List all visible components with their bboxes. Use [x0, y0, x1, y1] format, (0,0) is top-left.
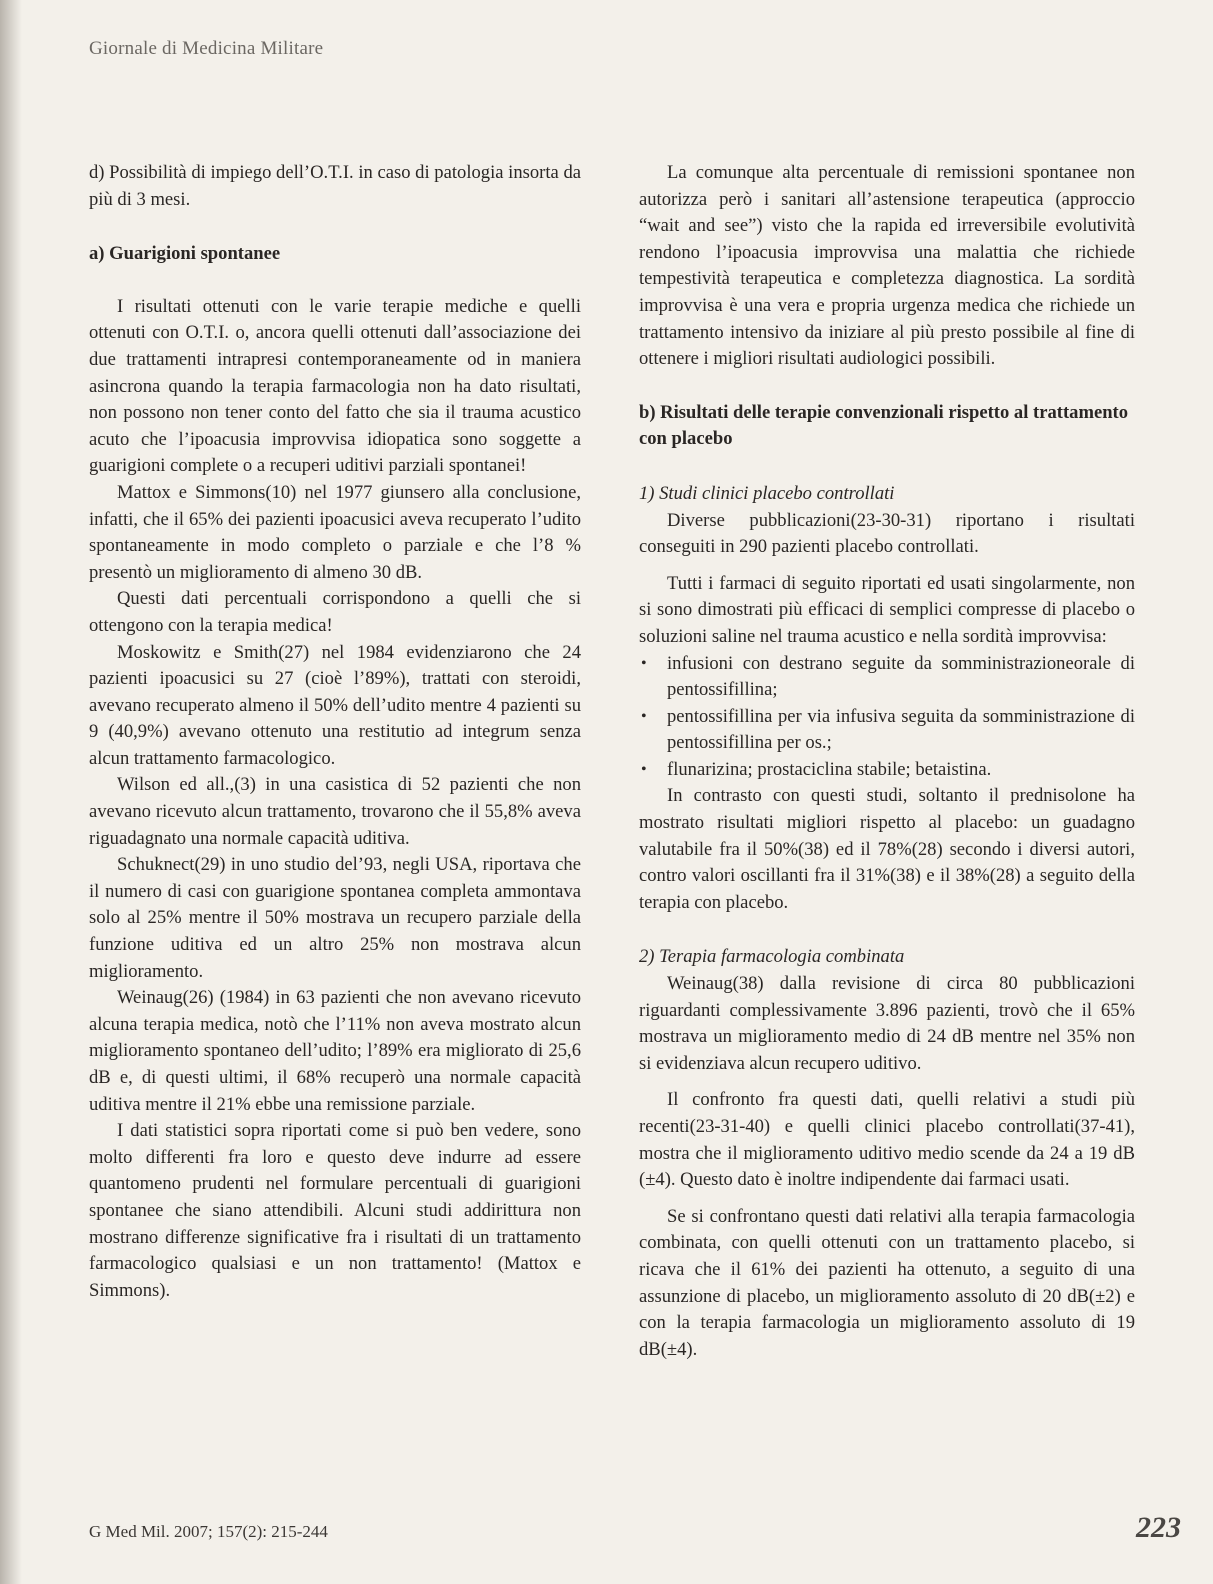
list-item: • flunarizina; prostaciclina stabile; betaistina. [639, 757, 1135, 784]
section-heading-a: a) Guarigioni spontanee [89, 243, 281, 265]
bullet-icon: • [641, 707, 647, 725]
section-heading-b: b) Risultati delle terapie convenzionali rispetto al trattamento con placebo [639, 401, 1129, 450]
list-item-d: d) Possibilità di impiego dell’O.T.I. in caso di patologia insorta da più di 3 mesi. [89, 162, 581, 210]
paragraph: Tutti i farmaci di seguito riportati ed usati singolarmente, non si sono dimostrati più efficaci di semplici compresse di placebo o soluzioni saline nel trauma acustico e nella sordità improvvisa: [639, 572, 1135, 647]
citation-footer: G Med Mil. 2007; 157(2): 215-244 [89, 1522, 328, 1541]
paragraph: Schuknect(29) in uno studio del’93, negli USA, riportava che il numero di casi con guarigione spontanea completa ammontava solo al 25% mentre il 50% mostrava un recupero parziale della funzione uditiva ed un altro 25% non mostrava alcun miglioramento. [89, 854, 581, 982]
bullet-icon: • [641, 760, 647, 778]
page-number: 223 [1136, 1511, 1181, 1544]
list-item: • infusioni con destrano seguite da somministrazioneorale di pentossifillina; [641, 652, 1135, 701]
paragraph: Weinaug(26) (1984) in 63 pazienti che non avevano ricevuto alcuna terapia medica, notò che l’11% non aveva mostrato alcun miglioramento spontaneo dell’udito; l’89% era migliorato di 25,6 dB e, di questi ultimi, il 68% recuperò una normale capacità uditiva mentre il 21% ebbe una remissione parziale. [89, 987, 581, 1115]
paragraph: Moskowitz e Smith(27) nel 1984 evidenziarono che 24 pazienti ipoacusici su 27 (cioè l’89%), trattati con steroidi, avevano recuperato almeno il 50% dell’udito mentre 4 pazienti su 9 (40,9%) avevano ottenuto una restitutio ad integrum senza alcun trattamento farmacologico. [89, 641, 581, 769]
subsection-heading-1: 1) Studi clinici placebo controllati [639, 482, 895, 504]
page-binding-shadow [0, 0, 22, 1584]
paragraph: Wilson ed all.,(3) in una casistica di 52 pazienti che non avevano ricevuto alcun trattamento, trovarono che il 55,8% aveva riguadagnato una normale capacità uditiva. [89, 774, 581, 849]
list-item: • pentossifillina per via infusiva seguita da somministrazione di pentossifillina per os.; [641, 705, 1135, 754]
intro-paragraph: La comunque alta percentuale di remissioni spontanee non autorizza però i sanitari all’astensione terapeutica (approccio “wait and see”) visto che la rapida ed irreversibile evolutività rendono l’ipoacusia improvvisa una malattia che richiede tempestività terapeutica e completezza diagnostica. La sordità improvvisa è una vera e propria urgenza medica che richiede un trattamento intensivo da iniziare al più presto possibile al fine di ottenere i migliori risultati audiologici possibili. [639, 162, 1135, 370]
paragraph: Il confronto fra questi dati, quelli relativi a studi più recenti(23-31-40) e quelli clinici placebo controllati(37-41), mostra che il miglioramento uditivo medio scende da 24 a 19 dB (±4). Questo dato è inoltre indipendente dai farmaci usati. [639, 1089, 1135, 1191]
subsection-heading-2: 2) Terapia farmacologia combinata [639, 946, 905, 968]
paragraph: Questi dati percentuali corrispondono a quelli che si ottengono con la terapia medica! [89, 588, 581, 636]
paragraph: Diverse pubblicazioni(23-30-31) riportano i risultati conseguiti in 290 pazienti placebo controllati. [639, 509, 1135, 558]
paragraph: Weinaug(38) dalla revisione di circa 80 pubblicazioni riguardanti complessivamente 3.896 pazienti, trovò che il 65% mostrava un miglioramento medio di 24 dB mentre nel 35% non si evidenziava alcun recupero uditivo. [639, 973, 1135, 1074]
paragraph: I risultati ottenuti con le varie terapie mediche e quelli ottenuti con O.T.I. o, ancora quelli ottenuti dall’associazione dei due trattamenti intrapresi contemporaneamente od in maniera asincrona quando la terapia farmacologia non ha dato risultati, non possono non tener conto del fatto che sia il trauma acustico acuto che l’ipoacusia improvvisa idiopatica sono soggette a guarigioni complete o a recuperi uditivi parziali spontanei! [89, 295, 581, 477]
bullet-list [639, 651, 1135, 784]
paragraph: In contrasto con questi studi, soltanto il prednisolone ha mostrato risultati migliori rispetto al placebo: un guadagno valutabile fra il 50%(38) ed il 78%(28) secondo i diversi autori, contro valori oscillanti fra il 31%(38) e il 38%(28) a seguito della terapia con placebo. [639, 785, 1135, 913]
running-header: Giornale di Medicina Militare [89, 38, 324, 59]
paragraph: Mattox e Simmons(10) nel 1977 giunsero alla conclusione, infatti, che il 65% dei pazienti ipoacusici aveva recuperato l’udito spontaneamente in modo completo o parziale e che l’8 % presentò un miglioramento di almeno 30 dB. [89, 481, 581, 583]
right-column [639, 160, 1135, 1363]
paragraph: I dati statistici sopra riportati come si può ben vedere, sono molto differenti fra loro e questo deve indurre ad essere quantomeno prudenti nel formulare percentuali di guarigioni spontanee che siano attendibili. Alcuni studi addirittura non mostrano differenze significative fra i risultati di un trattamento farmacologico qualsiasi e un non trattamento! (Mattox e Simmons). [89, 1120, 581, 1301]
left-column [89, 160, 581, 1304]
paragraph: Se si confrontano questi dati relativi alla terapia farmacologia combinata, con quelli ottenuti con un trattamento placebo, si ricava che il 61% dei pazienti ha ottenuto, a seguito di una assunzione di placebo, un miglioramento assoluto di 20 dB(±2) e con la terapia farmacologia un miglioramento assoluto di 19 dB(±4). [639, 1205, 1135, 1360]
bullet-icon: • [641, 654, 647, 672]
